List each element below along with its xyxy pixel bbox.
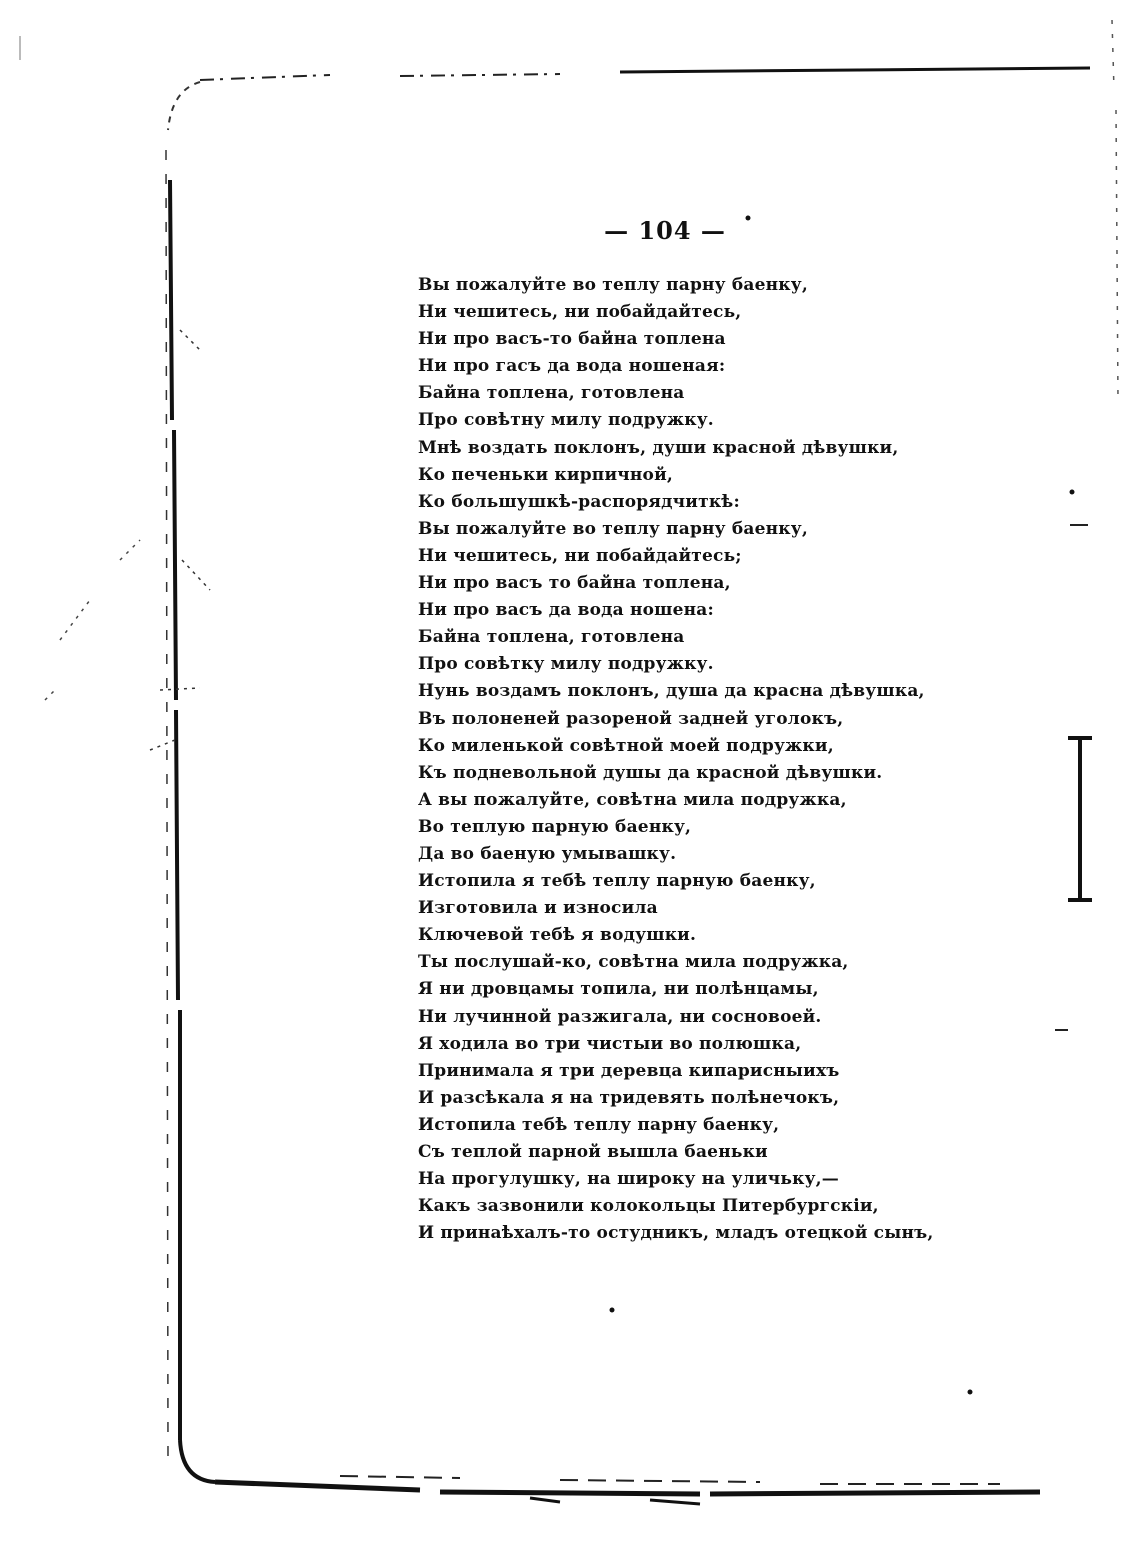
poem-line: Ко печеньки кирпичной, [418,464,674,485]
poem-line: Какъ зазвонили колокольцы Питербургскіи, [418,1196,879,1217]
poem-line: Къ подневольной душы да красной дѣвушки. [418,762,883,783]
poem-line: Въ полоненей разореной задней уголокъ, [418,708,844,729]
poem-line: Мнѣ воздать поклонъ, души красной дѣвушки, [418,437,899,458]
poem-line: Ключевой тебѣ я водушки. [418,925,697,946]
poem-line: Ни про васъ-то байна топлена [418,329,726,350]
poem-line: Байна топлена, готовлена [418,383,685,404]
poem-line: Истопила я тебѣ теплу парную баенку, [418,871,816,892]
poem-line: А вы пожалуйте, совѣтна мила подружка, [418,789,847,810]
poem-line: Съ теплой парной вышла баеньки [418,1142,768,1162]
poem-line: Ко большушкѣ-распорядчиткѣ: [418,491,740,512]
poem-line: Байна топлена, готовлена [418,627,685,648]
poem-line: Про совѣтку милу подружку. [418,654,714,675]
poem-line: И принаѣхалъ-то остудникъ, младъ отецкой сынъ, [418,1223,934,1244]
poem-line: Ни про гасъ да вода ношеная: [418,356,726,377]
poem-line: Ни лучинной разжигала, ни сосновоей. [418,1006,822,1027]
poem-line: На прогулушку, на широку на уличьку,— [418,1169,839,1190]
poem-line: Вы пожалуйте во теплу парну баенку, [418,275,808,295]
poem-line: Ко миленькой совѣтной моей подружки, [418,735,834,756]
poem-line: И разсѣкала я на тридевять полѣнечокъ, [418,1087,840,1108]
poem-line: Нунь воздамъ поклонъ, душа да красна дѣвушка, [418,681,925,702]
poem-line: Принимала я три деревца кипарисныихъ [418,1060,840,1081]
poem-line: Во теплую парную баенку, [418,816,692,837]
poem-line: Вы пожалуйте во теплу парну баенку, [418,518,808,539]
poem-line: Ни про васъ то байна топлена, [418,573,731,594]
poem-text [418,272,933,1247]
poem-line: Ты послушай-ко, совѣтна мила подружка, [418,952,849,973]
page-number: — 104 — [604,216,726,245]
poem-line: Ни чешитесь, ни побайдайтесь, [418,302,742,323]
poem-line: Я ни дровцамы топила, ни полѣнцамы, [418,979,819,1000]
poem-line: Про совѣтну милу подружку. [418,410,714,431]
poem-line: Я ходила во три чистыи во полюшка, [418,1033,802,1054]
poem-line: Ни про васъ да вода ношена: [418,600,714,621]
poem-line: Ни чешитесь, ни побайдайтесь; [418,545,742,566]
poem-line: Изготовила и износила [418,898,658,919]
poem-line: Истопила тебѣ теплу парну баенку, [418,1114,780,1135]
poem-line: Да во баеную умывашку. [418,843,677,864]
